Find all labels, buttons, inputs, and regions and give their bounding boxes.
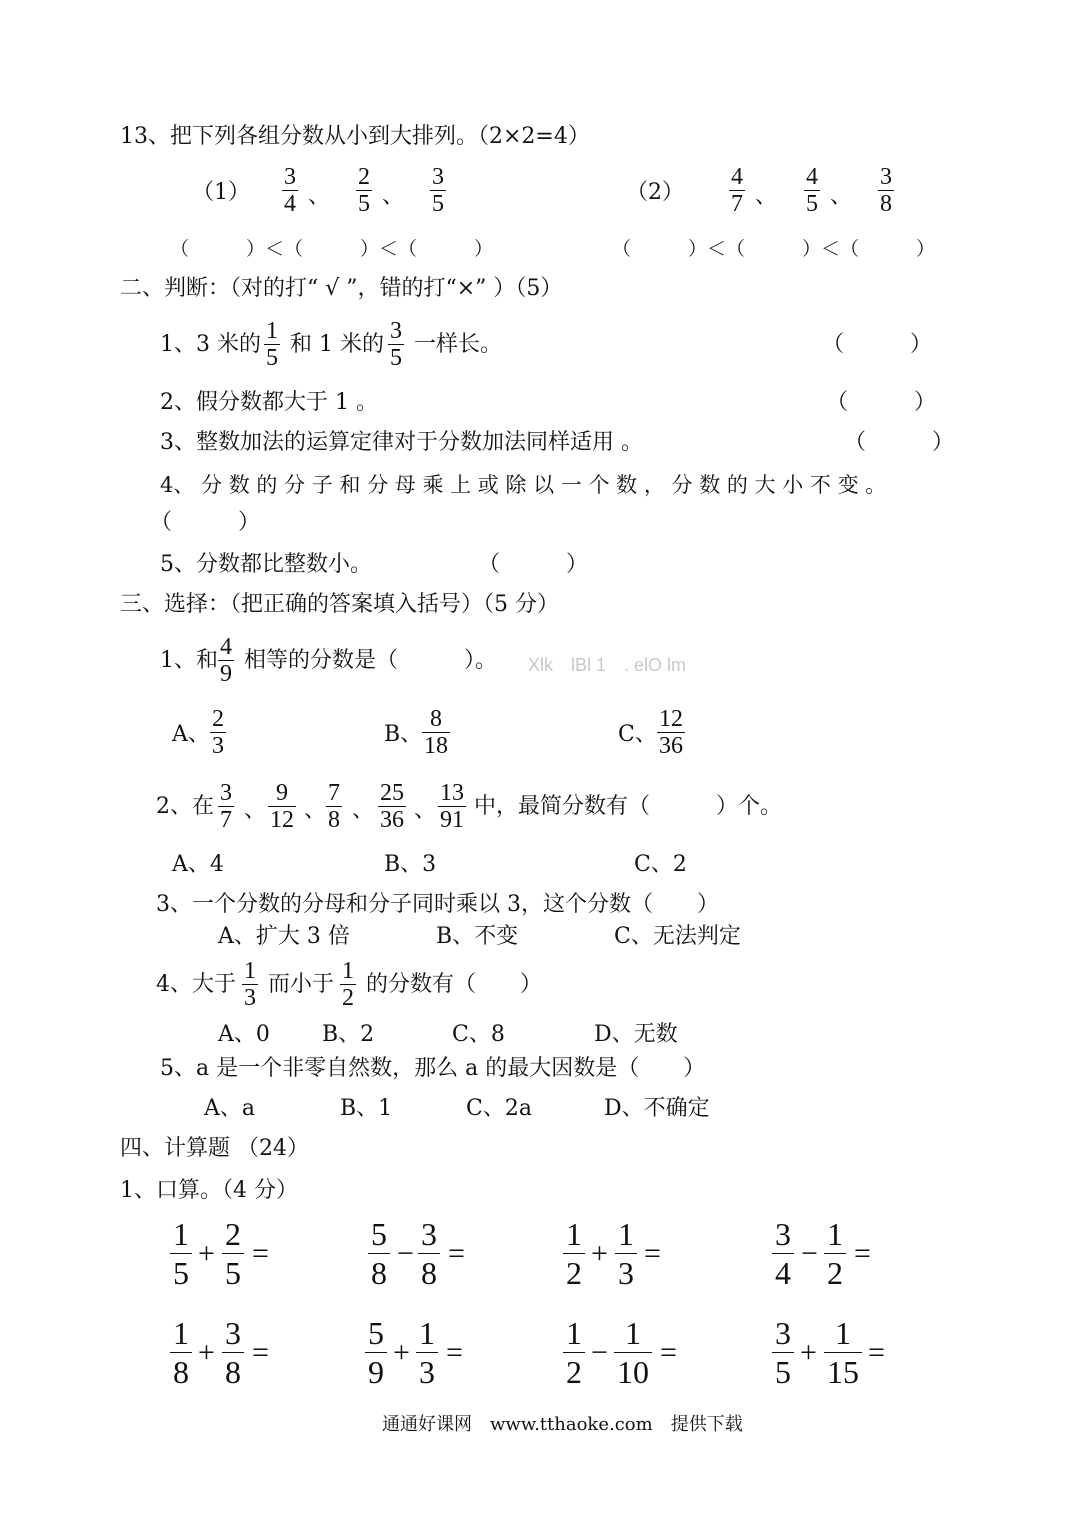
choice-2-option-a: A、4 [172,852,224,877]
fraction: 3 4 [284,164,296,217]
choice-3-option-a: A、扩大 3 倍 [218,924,350,949]
fraction: 1 5 [170,1215,192,1292]
fraction: 8 18 [424,706,448,759]
judge-1-part-a: 1、3 米的 [160,332,261,357]
judge-5-answer: （ ） [478,552,589,577]
choice-1-option-c-label: C、 [618,722,657,747]
judge-1-answer: （ ） [822,332,933,357]
fraction: 3 4 [772,1215,794,1292]
choice-5: 5、a 是一个非零自然数，那么 a 的最大因数是（ ） [160,1056,706,1081]
q13-title: 13、把下列各组分数从小到大排列。（2×2=4） [120,124,590,149]
operator: + [800,1336,817,1369]
choice-5-option-d: D、不确定 [604,1096,710,1121]
watermark-text: Xlk lBl 1 . elO lm [528,655,687,675]
fraction: 1 8 [170,1314,192,1391]
equals-sign: = [854,1237,871,1270]
fraction: 1 5 [266,318,278,371]
choice-2-part-b: 中，最简分数有（ ）个。 [474,794,783,819]
operator: + [393,1336,410,1369]
fraction: 1 3 [244,958,256,1011]
fraction: 7 8 [328,780,340,833]
choice-4-option-b: B、2 [322,1022,375,1047]
fraction: 3 5 [390,318,402,371]
fraction: 2 5 [222,1215,244,1292]
equals-sign: = [446,1336,463,1369]
equals-sign: = [252,1237,269,1270]
judge-1-part-c: 一样长。 [414,332,503,357]
choice-3-option-c: C、无法判定 [614,924,741,949]
fraction: 25 36 [380,780,404,833]
mental-math-heading: 1、口算。（4 分） [120,1178,298,1203]
judge-5: 5、分数都比整数小。 [160,552,372,577]
section3-heading: 三、选择：（把正确的答案填入括号）（5 分） [120,592,559,617]
choice-1-option-b-label: B、 [384,722,423,747]
operator: + [591,1237,608,1270]
fraction: 2 3 [212,706,224,759]
separator: 、 [308,184,331,209]
fraction: 12 36 [659,706,683,759]
judge-3: 3、整数加法的运算定律对于分数加法同样适用 。 [160,430,643,455]
section4-heading: 四、计算题 （24） [120,1136,309,1161]
choice-2-part-a: 2、在 [156,794,214,819]
choice-4-option-d: D、无数 [594,1022,678,1047]
equals-sign: = [660,1336,677,1369]
operator: + [198,1237,215,1270]
q13-group2-label: （2） [626,180,684,205]
q13-group1-label: （1） [192,180,250,205]
choice-5-option-c: C、2a [466,1096,532,1121]
choice-4-part-c: 的分数有（ ） [366,972,543,997]
choice-1-option-a-label: A、 [172,722,210,747]
fraction: 1 2 [342,958,354,1011]
choice-2-option-c: C、2 [634,852,687,877]
equals-sign: = [644,1237,661,1270]
judge-2-answer: （ ） [826,390,937,415]
fraction: 4 9 [220,634,232,687]
fraction: 4 5 [806,164,818,217]
fraction: 5 9 [365,1314,387,1391]
fraction: 3 7 [220,780,232,833]
choice-4-part-a: 4、大于 [156,972,236,997]
separator: 、 [830,184,853,209]
separator: 、 [414,798,437,823]
separator: 、 [304,798,327,823]
fraction: 1 10 [614,1314,652,1391]
footer-credit: 通通好课网 www.tthaoke.com 提供下载 [382,1414,743,1435]
section2-heading: 二、判断：（对的打“ √ ”，错的打“×” ）（5） [120,276,563,301]
choice-3: 3、一个分数的分母和分子同时乘以 3，这个分数（ ） [156,892,719,917]
fraction: 3 8 [418,1215,440,1292]
fraction: 4 7 [731,164,743,217]
fraction: 1 15 [824,1314,862,1391]
fraction: 2 5 [358,164,370,217]
separator: 、 [352,798,375,823]
choice-2-option-b: B、3 [384,852,437,877]
fraction: 5 8 [368,1215,390,1292]
choice-4-option-c: C、8 [452,1022,505,1047]
judge-4-answer: （ ） [150,510,261,535]
choice-1-part-a: 1、和 [160,648,218,673]
equals-sign: = [448,1237,465,1270]
choice-1-part-b: 相等的分数是（ ）。 [244,648,498,673]
judge-2: 2、假分数都大于 1 。 [160,390,378,415]
fraction: 1 2 [563,1215,585,1292]
q13-answer-row-2: （ ）＜（ ）＜（ ） [612,238,936,260]
fraction: 9 12 [270,780,294,833]
separator: 、 [244,798,267,823]
fraction: 3 5 [772,1314,794,1391]
operator: + [198,1336,215,1369]
operator: − [397,1237,414,1270]
separator: 、 [382,184,405,209]
separator: 、 [755,184,778,209]
choice-4-option-a: A、0 [218,1022,270,1047]
choice-3-option-b: B、不变 [436,924,519,949]
equals-sign: = [252,1336,269,1369]
judge-3-answer: （ ） [844,430,955,455]
judge-1-part-b: 和 1 米的 [290,332,384,357]
fraction: 3 5 [432,164,444,217]
fraction: 1 3 [615,1215,637,1292]
operator: − [591,1336,608,1369]
fraction: 3 8 [222,1314,244,1391]
fraction: 1 2 [824,1215,846,1292]
judge-4: 4、 分 数 的 分 子 和 分 母 乘 上 或 除 以 一 个 数 ， 分 数 的 大 小 不 变 。 [160,473,887,497]
equals-sign: = [868,1336,885,1369]
fraction: 3 8 [880,164,892,217]
fraction: 13 91 [440,780,464,833]
fraction: 1 3 [416,1314,438,1391]
q13-answer-row-1: （ ）＜（ ）＜（ ） [170,238,494,260]
fraction: 1 2 [563,1314,585,1391]
choice-4-part-b: 而小于 [268,972,335,997]
choice-5-option-a: A、a [204,1096,256,1121]
choice-5-option-b: B、1 [340,1096,393,1121]
operator: − [801,1237,818,1270]
